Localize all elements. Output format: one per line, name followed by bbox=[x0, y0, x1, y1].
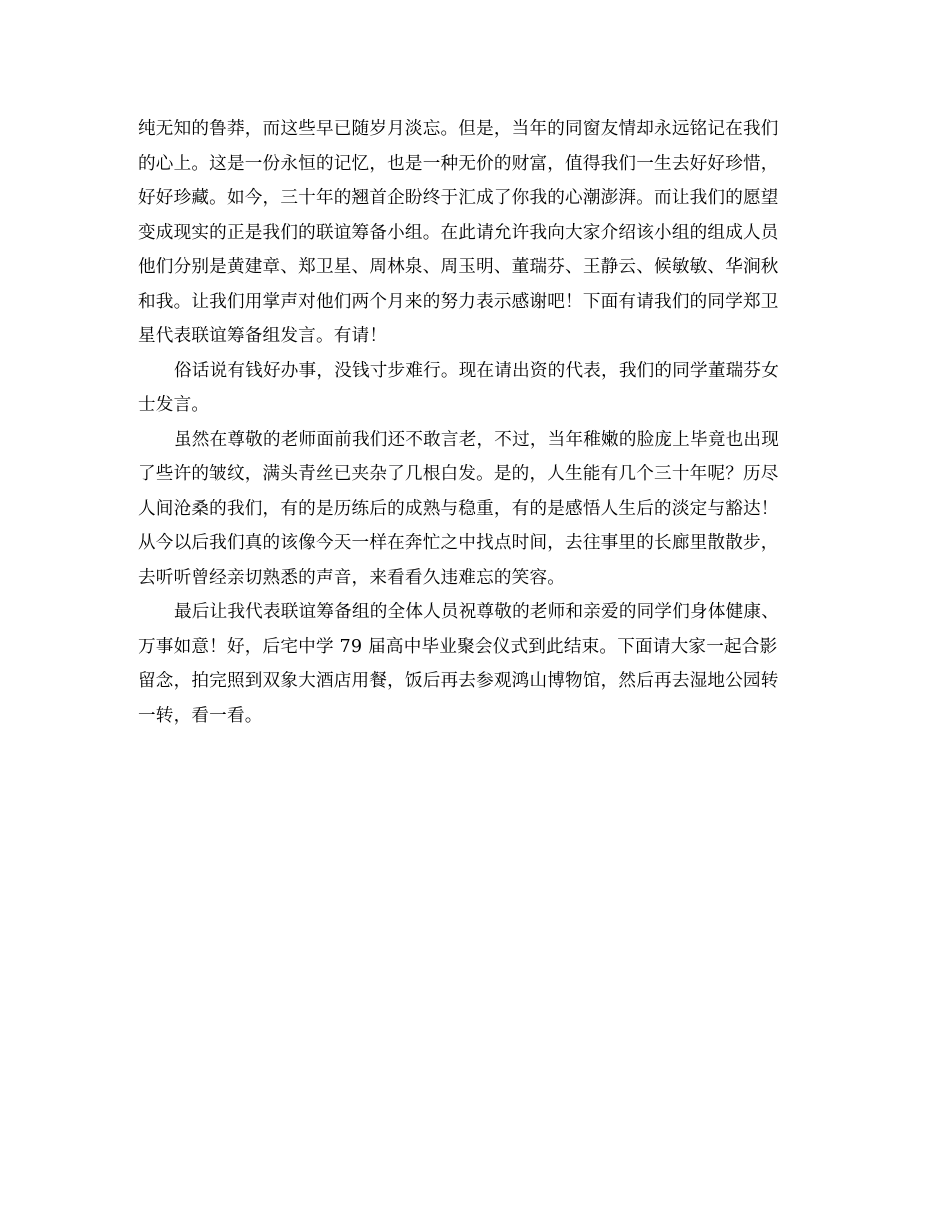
text-line: 从今以后我们真的该像今天一样在奔忙之中找点时间，去往事里的长廊里散散步， bbox=[138, 533, 779, 553]
text-line: 了些许的皱纹，满头青丝已夹杂了几根白发。是的，人生能有几个三十年呢？历尽 bbox=[138, 464, 779, 484]
text-line: 万事如意！好，后宅中学 79 届高中毕业聚会仪式到此结束。下面请大家一起合影 bbox=[138, 636, 778, 657]
text-line: 去听听曾经亲切熟悉的声音，来看看久违难忘的笑容。 bbox=[138, 567, 566, 588]
text-line: 人间沧桑的我们，有的是历练后的成熟与稳重，有的是感悟人生后的淡定与豁达！ bbox=[138, 498, 779, 519]
text-line: 变成现实的正是我们的联谊筹备小组。在此请允许我向大家介绍该小组的组成人员 bbox=[138, 222, 779, 243]
text-line: 士发言。 bbox=[138, 395, 210, 415]
text-line: 虽然在尊敬的老师面前我们还不敢言老，不过，当年稚嫩的脸庞上毕竟也出现 bbox=[174, 429, 779, 450]
document-body bbox=[138, 112, 818, 733]
text-line: 留念，拍完照到双象大酒店用餐，饭后再去参观鸿山博物馆，然后再去湿地公园转 bbox=[138, 671, 779, 691]
text-line: 星代表联谊筹备组发言。有请！ bbox=[138, 326, 388, 346]
text-line: 纯无知的鲁莽，而这些早已随岁月淡忘。但是，当年的同窗友情却永远铭记在我们 bbox=[138, 119, 779, 139]
text-line: 好好珍藏。如今，三十年的翘首企盼终于汇成了你我的心潮澎湃。而让我们的愿望 bbox=[138, 188, 779, 208]
text-line: 最后让我代表联谊筹备组的全体人员祝尊敬的老师和亲爱的同学们身体健康、 bbox=[174, 602, 779, 622]
text-line: 他们分别是黄建章、郑卫星、周林泉、周玉明、董瑞芬、王静云、候敏敏、华涧秋 bbox=[138, 257, 779, 277]
text-line: 一转，看一看。 bbox=[138, 705, 263, 726]
text-line: 和我。让我们用掌声对他们两个月来的努力表示感谢吧！下面有请我们的同学郑卫 bbox=[138, 291, 779, 312]
text-line: 俗话说有钱好办事，没钱寸步难行。现在请出资的代表，我们的同学董瑞芬女 bbox=[174, 360, 779, 381]
text-line: 的心上。这是一份永恒的记忆，也是一种无价的财富，值得我们一生去好好珍惜， bbox=[138, 153, 779, 174]
